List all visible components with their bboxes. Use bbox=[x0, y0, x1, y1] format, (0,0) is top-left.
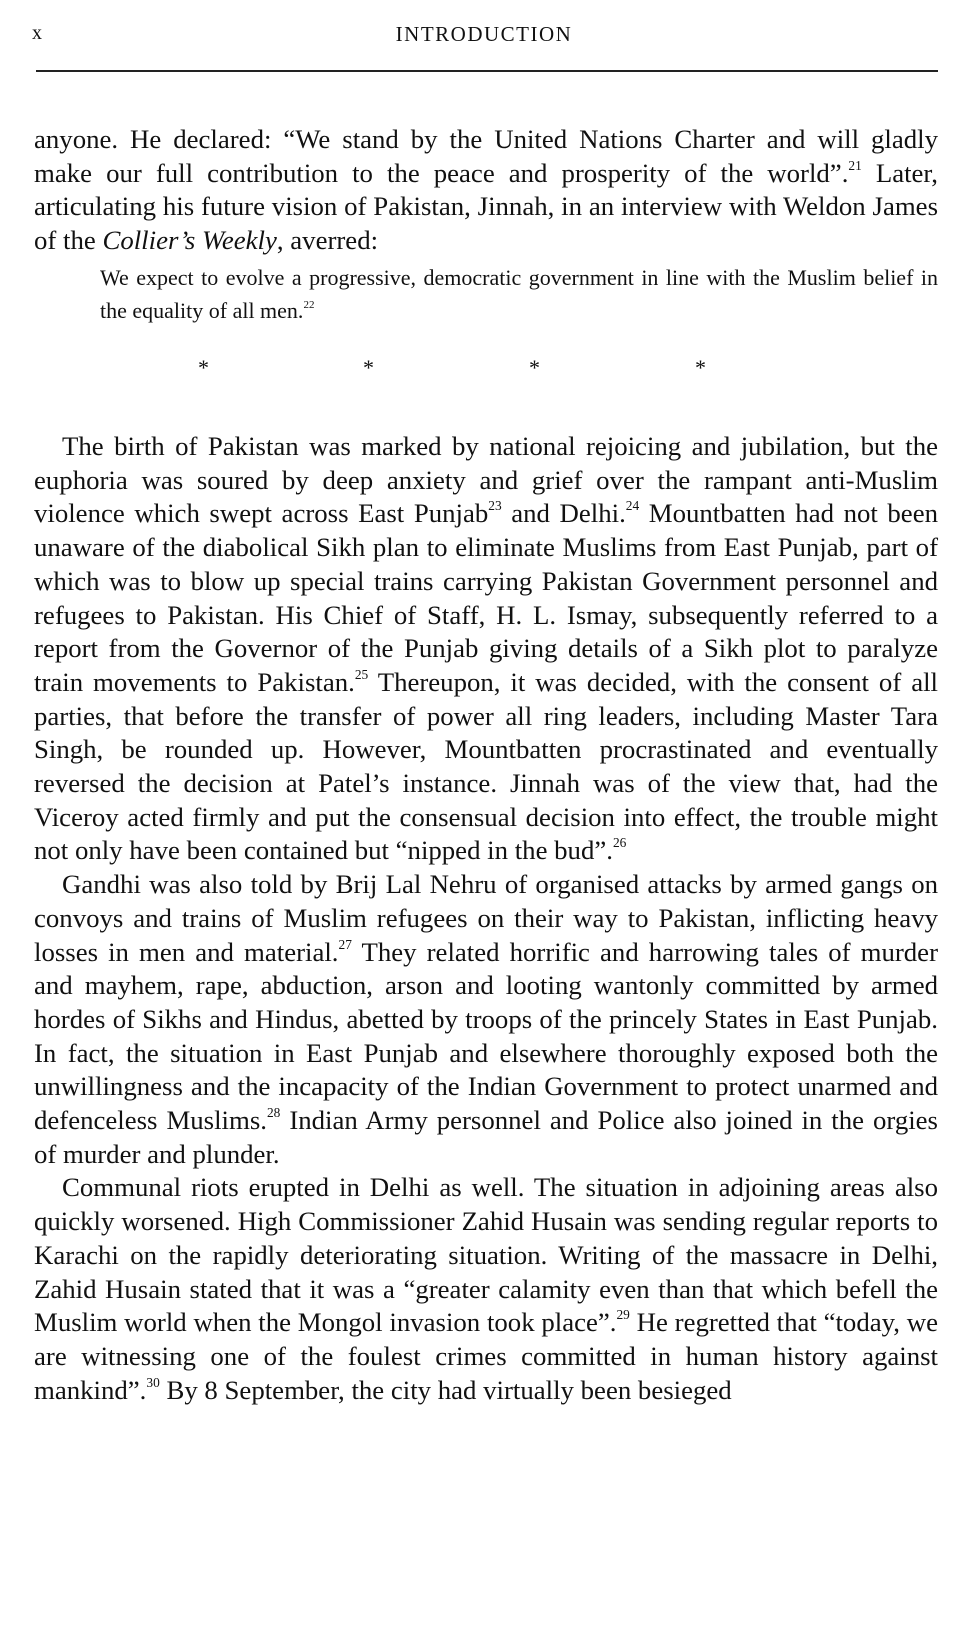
text-run: Gandhi was also told by Brij Lal Nehru of organised attacks by armed gangs on convoys and trains of Muslim refugees on their way to Pakistan, inflicting heavy losses in men and material. bbox=[34, 869, 938, 967]
page-number: x bbox=[32, 22, 43, 44]
paragraph bbox=[34, 868, 938, 1171]
footnote-ref: 28 bbox=[266, 1105, 281, 1121]
footnote-ref: 25 bbox=[354, 666, 369, 682]
paragraph bbox=[34, 1171, 938, 1407]
text-run: By 8 September, the city had virtually been besieged bbox=[159, 1374, 732, 1405]
main-text-block bbox=[34, 430, 938, 1407]
footnote-ref: 22 bbox=[303, 299, 315, 312]
text-run: Mountbatten had not been unaware of the diabolical Sikh plan to eliminate Muslims from East Punjab, part of which was to blow up special trains carrying Pakistan Government personnel and refugees to Pakistan. His Chief of Staff, H. L. Ismay, subsequently referred to a report from the Governor of the Punjab giving details of a Sikh plot to paralyze train movements to Pakistan. bbox=[34, 498, 938, 697]
text-run: They related horrific and harrowing tales of murder and mayhem, rape, abduction, arson and looting wantonly committed by armed hordes of Sikhs and Hindus, abetted by troops of the princely States in East Punjab. In fact, the situation in East Punjab and elsewhere thoroughly exposed both the unwillingness and the incapacity of the Indian Government to protect unarmed and defenceless Muslims. bbox=[34, 936, 938, 1136]
quote-text: We expect to evolve a progressive, democratic government in line with the Muslim belief in the equality of all men. bbox=[100, 265, 938, 323]
publication-title: Collier’s Weekly bbox=[102, 225, 277, 256]
block-quote bbox=[100, 261, 938, 327]
text-run: Indian Army personnel and Police also joined in the orgies of murder and plunder. bbox=[34, 1105, 938, 1169]
footnote-ref: 29 bbox=[616, 1307, 630, 1323]
running-head: INTRODUCTION bbox=[395, 22, 573, 46]
footnote-ref: 24 bbox=[625, 498, 640, 514]
footnote-ref: 21 bbox=[848, 157, 862, 173]
footnote-ref: 27 bbox=[338, 936, 352, 952]
footnote-ref: 30 bbox=[146, 1374, 160, 1390]
text-run: Thereupon, it was decided, with the consent of all parties, that before the transfer of power all ring leaders, including Master Tara Singh, be rounded up. However, Mountbatten procrastinated and eventually reversed the decision at Patel’s instance. Jinnah was of the view that, had the Viceroy acted firmly and put the consensual decision into effect, the trouble might not only have been contained but “nipped in the bud”. bbox=[34, 666, 938, 866]
paragraph bbox=[34, 430, 938, 868]
footnote-ref: 26 bbox=[612, 835, 627, 851]
text-run: The birth of Pakistan was marked by national rejoicing and jubilation, but the euphoria was soured by deep anxiety and grief over the rampant anti-Muslim violence which swept across East Punjab bbox=[34, 431, 938, 529]
section-break-asterisk: * bbox=[529, 355, 540, 380]
text-run: Later, articulating his future vision of Pakistan, Jinnah, in an interview with Weldon James of the bbox=[34, 157, 938, 256]
footnote-ref: 23 bbox=[488, 498, 502, 514]
section-break-asterisk: * bbox=[695, 355, 706, 380]
header-rule bbox=[36, 70, 938, 72]
opening-text-block bbox=[34, 123, 938, 258]
text-run: , averred: bbox=[276, 225, 379, 256]
section-break bbox=[0, 355, 968, 385]
text-run: and Delhi. bbox=[501, 498, 626, 529]
section-break-asterisk: * bbox=[198, 355, 209, 380]
text-run: Communal riots erupted in Delhi as well. The situation in adjoining areas also quickly worsened. High Commissioner Zahid Husain was sending regular reports to Karachi on the rapidly deteriorating situation. Writing of the massacre in Delhi, Zahid Husain stated that it was a “greater calamity even than that which befell the Muslim world when the Mongol invasion took place”. bbox=[34, 1172, 938, 1338]
opening-paragraph bbox=[34, 123, 938, 258]
section-break-asterisk: * bbox=[363, 355, 374, 380]
text-run: He regretted that “today, we are witnessing one of the foulest crimes committed in human history against mankind”. bbox=[34, 1307, 938, 1405]
text-run: anyone. He declared: “We stand by the United Nations Charter and will gladly make our full contribution to the peace and prosperity of the world”. bbox=[34, 124, 938, 188]
